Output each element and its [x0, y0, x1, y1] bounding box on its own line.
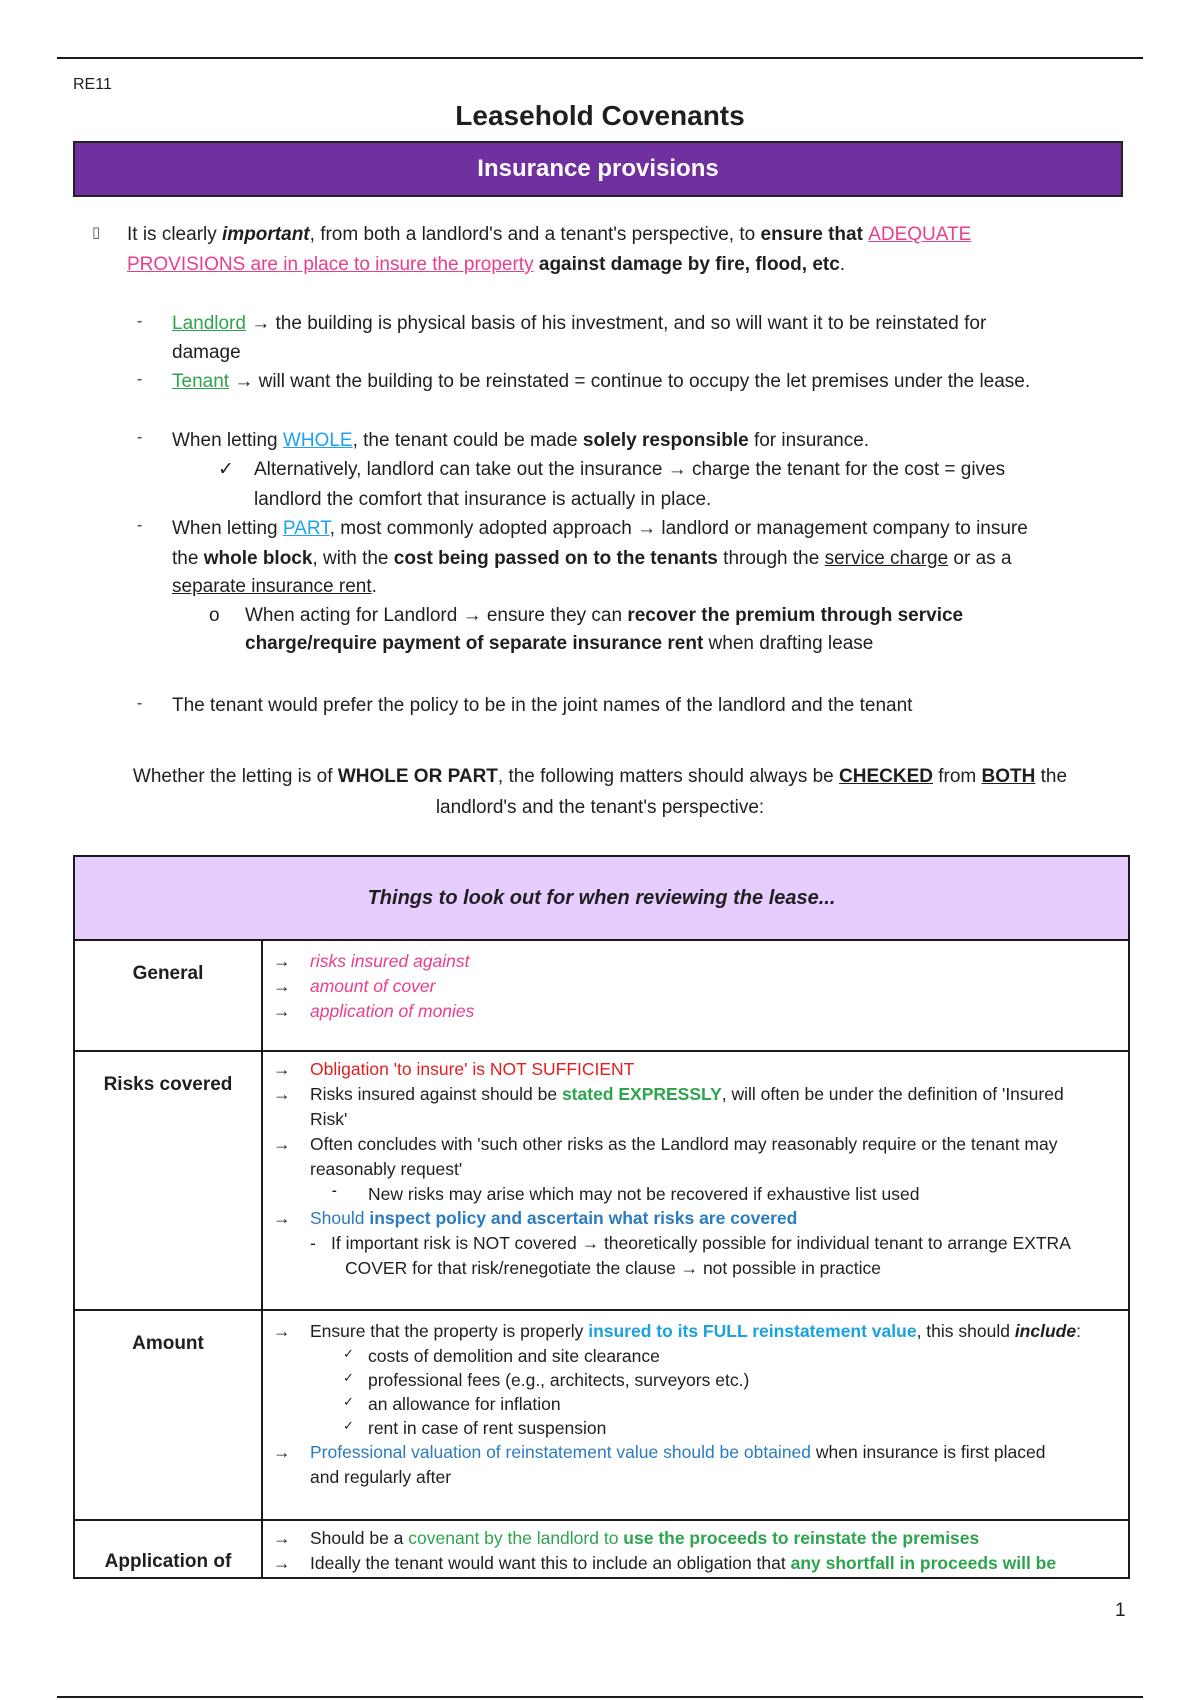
whether-line-2: landlord's and the tenant's perspective:: [435, 797, 765, 818]
amount-bold: include: [1014, 1321, 1077, 1341]
check-icon: ✓: [343, 1394, 354, 1409]
general-item: risks insured against: [310, 951, 470, 971]
list-subitem: [263, 1344, 1128, 1368]
application-emph: covenant by the landlord to: [408, 1528, 624, 1548]
list-item: [263, 1319, 1128, 1344]
intro-text: .: [839, 254, 846, 275]
amount-text: :: [1076, 1321, 1081, 1341]
intro-line-1: [127, 221, 971, 249]
arrow-icon: →: [273, 1321, 291, 1341]
dash-bullet-icon: ⁃: [136, 372, 143, 388]
risk-text: Often concludes with 'such other risks as the Landlord may reasonably require or the tenant may: [310, 1134, 1058, 1154]
list-item: [263, 1057, 1128, 1082]
landlord-label: Landlord: [172, 313, 246, 334]
top-rule: [57, 57, 1143, 59]
part-sub-line-2: [245, 630, 873, 658]
application-text: Ideally the tenant would want this to include an obligation that: [310, 1553, 791, 1573]
missing-glyph-icon: ▯: [92, 224, 101, 241]
arrow-icon: →: [273, 976, 291, 996]
bullet-bold: solely responsible: [582, 430, 749, 451]
bullet-bold: cost being passed on to the tenants: [393, 548, 718, 569]
bottom-rule: [57, 1696, 1143, 1698]
insurance-rent-text: separate insurance rent: [172, 576, 372, 597]
whether-line-1: [0, 763, 1200, 791]
list-subitem: [263, 1182, 1128, 1206]
list-subitem: [263, 1392, 1128, 1416]
part-sub-line-1: [245, 602, 963, 630]
page-number: 1: [1115, 1600, 1126, 1621]
list-subitem: [263, 1368, 1128, 1392]
whole-label: WHOLE: [282, 430, 353, 451]
arrow-icon: →: [273, 1208, 291, 1228]
risk-text: Risks insured against should be: [310, 1084, 562, 1104]
list-subitem: [263, 1416, 1128, 1440]
row-label-amount: Amount: [74, 1310, 262, 1520]
list-item: [263, 1132, 1128, 1182]
dash-bullet-icon: ⁃: [136, 518, 143, 534]
bullet-text: , the tenant could be made: [352, 430, 583, 451]
bullet-bold: charge/require payment of separate insurance rent: [245, 633, 704, 654]
risk-item: Obligation 'to insure' is NOT SUFFICIENT: [310, 1059, 635, 1079]
risk-sub: New risks may arise which may not be recovered if exhaustive list used: [368, 1184, 920, 1204]
review-table: [73, 855, 1130, 1579]
bullet-bold: whole block: [203, 548, 313, 569]
dash-bullet-icon: ⁃: [136, 430, 143, 446]
dash-bullet-icon: ⁃: [136, 314, 143, 330]
amount-check: an allowance for inflation: [368, 1394, 561, 1414]
bullet-text: for insurance.: [748, 430, 870, 451]
amount-text: when insurance is first placed: [811, 1442, 1046, 1462]
bullet-whole: [172, 427, 869, 455]
intro-emph: important: [222, 224, 310, 245]
list-item: [263, 974, 1128, 999]
row-label-application: Application of: [74, 1520, 262, 1578]
intro-link: PROVISIONS are in place to insure the property: [127, 254, 534, 275]
amount-emph: Professional valuation of reinstatement value should be obtained: [310, 1442, 812, 1462]
application-emph: use the proceeds to reinstate the premises: [623, 1528, 980, 1548]
bullet-part-line-3: [172, 573, 377, 601]
bullet-text: or as a: [948, 548, 1012, 569]
risk-emph: inspect policy and ascertain what risks are covered: [369, 1208, 798, 1228]
whether-bold: BOTH: [981, 766, 1036, 787]
page-title: Leasehold Covenants: [455, 100, 745, 131]
bullet-part-line-2: [172, 545, 1012, 573]
check-icon: ✓: [343, 1370, 354, 1385]
whether-bold: CHECKED: [839, 766, 933, 787]
bullet-joint-names: The tenant would prefer the policy to be in the joint names of the landlord and the tenant: [172, 695, 913, 716]
bullet-text: → will want the building to be reinstated = continue to occupy the let premises under the lease.: [229, 371, 1031, 392]
bullet-text: through the: [717, 548, 825, 569]
arrow-icon: →: [273, 1059, 291, 1079]
general-item: amount of cover: [310, 976, 436, 996]
general-cell: [262, 940, 1129, 1051]
list-item: [263, 949, 1128, 974]
general-item: application of monies: [310, 1001, 475, 1021]
bullet-text: when drafting lease: [703, 633, 874, 654]
risk-text: Risk': [310, 1109, 348, 1129]
bullet-landlord: [172, 310, 986, 338]
risk-text: If important risk is NOT covered → theoretically possible for individual tenant to arrange EXTRA: [331, 1233, 1071, 1253]
risk-emph: stated EXPRESSLY: [561, 1084, 722, 1104]
part-label: PART: [282, 518, 330, 539]
whether-text: , the following matters should always be: [497, 766, 840, 787]
amount-check: professional fees (e.g., architects, surveyors etc.): [368, 1370, 750, 1390]
list-item: [263, 1440, 1128, 1490]
dash-bullet-icon: ⁃: [331, 1184, 338, 1199]
risk-text: Should: [310, 1208, 370, 1228]
whether-text: from: [932, 766, 982, 787]
row-label-general: General: [74, 940, 262, 1051]
bullet-landlord-cont: damage: [172, 342, 241, 363]
list-item: [263, 999, 1128, 1024]
bullet-tenant: [172, 368, 1030, 396]
risk-text: COVER for that risk/renegotiate the clause → not possible in practice: [345, 1258, 881, 1278]
list-item: [263, 1206, 1128, 1231]
bullet-text: , most commonly adopted approach → landlord or management company to insure: [329, 518, 1028, 539]
dash-bullet-icon: -: [310, 1233, 316, 1253]
table-header: Things to look out for when reviewing the lease...: [74, 856, 1129, 940]
list-item: [263, 1231, 1128, 1281]
bullet-text: When letting: [172, 430, 283, 451]
risk-text: , will often be under the definition of 'Insured: [721, 1084, 1064, 1104]
bullet-text: the: [172, 548, 204, 569]
amount-emph: insured to its FULL reinstatement value: [588, 1321, 917, 1341]
amount-text: and regularly after: [310, 1467, 452, 1487]
application-cell: [262, 1520, 1129, 1578]
bullet-text: .: [371, 576, 377, 597]
bullet-text: When letting: [172, 518, 283, 539]
arrow-icon: →: [273, 1553, 291, 1573]
bullet-text: When acting for Landlord → ensure they can: [245, 605, 628, 626]
row-label-risks: Risks covered: [74, 1051, 262, 1310]
intro-line-2: [127, 251, 845, 279]
whether-text: the: [1035, 766, 1068, 787]
intro-bold: against damage by fire, flood, etc: [533, 254, 840, 275]
application-emph: any shortfall in proceeds will be: [790, 1553, 1057, 1573]
intro-link: ADEQUATE: [868, 224, 972, 245]
section-banner: Insurance provisions: [73, 141, 1123, 197]
risks-cell: [262, 1051, 1129, 1310]
whole-sub-line-1: Alternatively, landlord can take out the insurance → charge the tenant for the cost = gives: [254, 459, 1006, 480]
amount-text: Ensure that the property is properly: [310, 1321, 589, 1341]
dash-bullet-icon: ⁃: [136, 696, 143, 712]
intro-text: , from both a landlord's and a tenant's perspective, to: [309, 224, 761, 245]
application-text: Should be a: [310, 1528, 409, 1548]
arrow-icon: →: [273, 951, 291, 971]
whole-sub-line-2: landlord the comfort that insurance is actually in place.: [254, 489, 712, 510]
amount-cell: [262, 1310, 1129, 1520]
whether-text: Whether the letting is of: [132, 766, 338, 787]
bullet-text: → the building is physical basis of his investment, and so will want it to be reinstated for: [245, 313, 987, 334]
check-icon: ✓: [343, 1418, 354, 1433]
arrow-icon: →: [273, 1442, 291, 1462]
list-item: [263, 1082, 1128, 1132]
check-icon: ✓: [343, 1346, 354, 1361]
service-charge-text: service charge: [824, 548, 949, 569]
list-item: [263, 1551, 1128, 1576]
bullet-bold: recover the premium through service: [627, 605, 964, 626]
doc-code: RE11: [73, 76, 112, 93]
amount-text: , this should: [916, 1321, 1015, 1341]
intro-bold: ensure that: [760, 224, 869, 245]
arrow-icon: →: [273, 1134, 291, 1154]
intro-text: It is clearly: [127, 224, 223, 245]
bullet-text: , with the: [312, 548, 394, 569]
amount-check: rent in case of rent suspension: [368, 1418, 607, 1438]
risk-text: reasonably request': [310, 1159, 463, 1179]
tenant-label: Tenant: [172, 371, 230, 392]
amount-check: costs of demolition and site clearance: [368, 1346, 660, 1366]
check-icon: ✓: [218, 459, 234, 480]
arrow-icon: →: [273, 1528, 291, 1548]
bullet-part: [172, 515, 1028, 543]
arrow-icon: →: [273, 1001, 291, 1021]
circle-bullet-icon: o: [209, 605, 220, 626]
whether-bold: WHOLE OR PART: [337, 766, 498, 787]
arrow-icon: →: [273, 1084, 291, 1104]
list-item: [263, 1526, 1128, 1551]
